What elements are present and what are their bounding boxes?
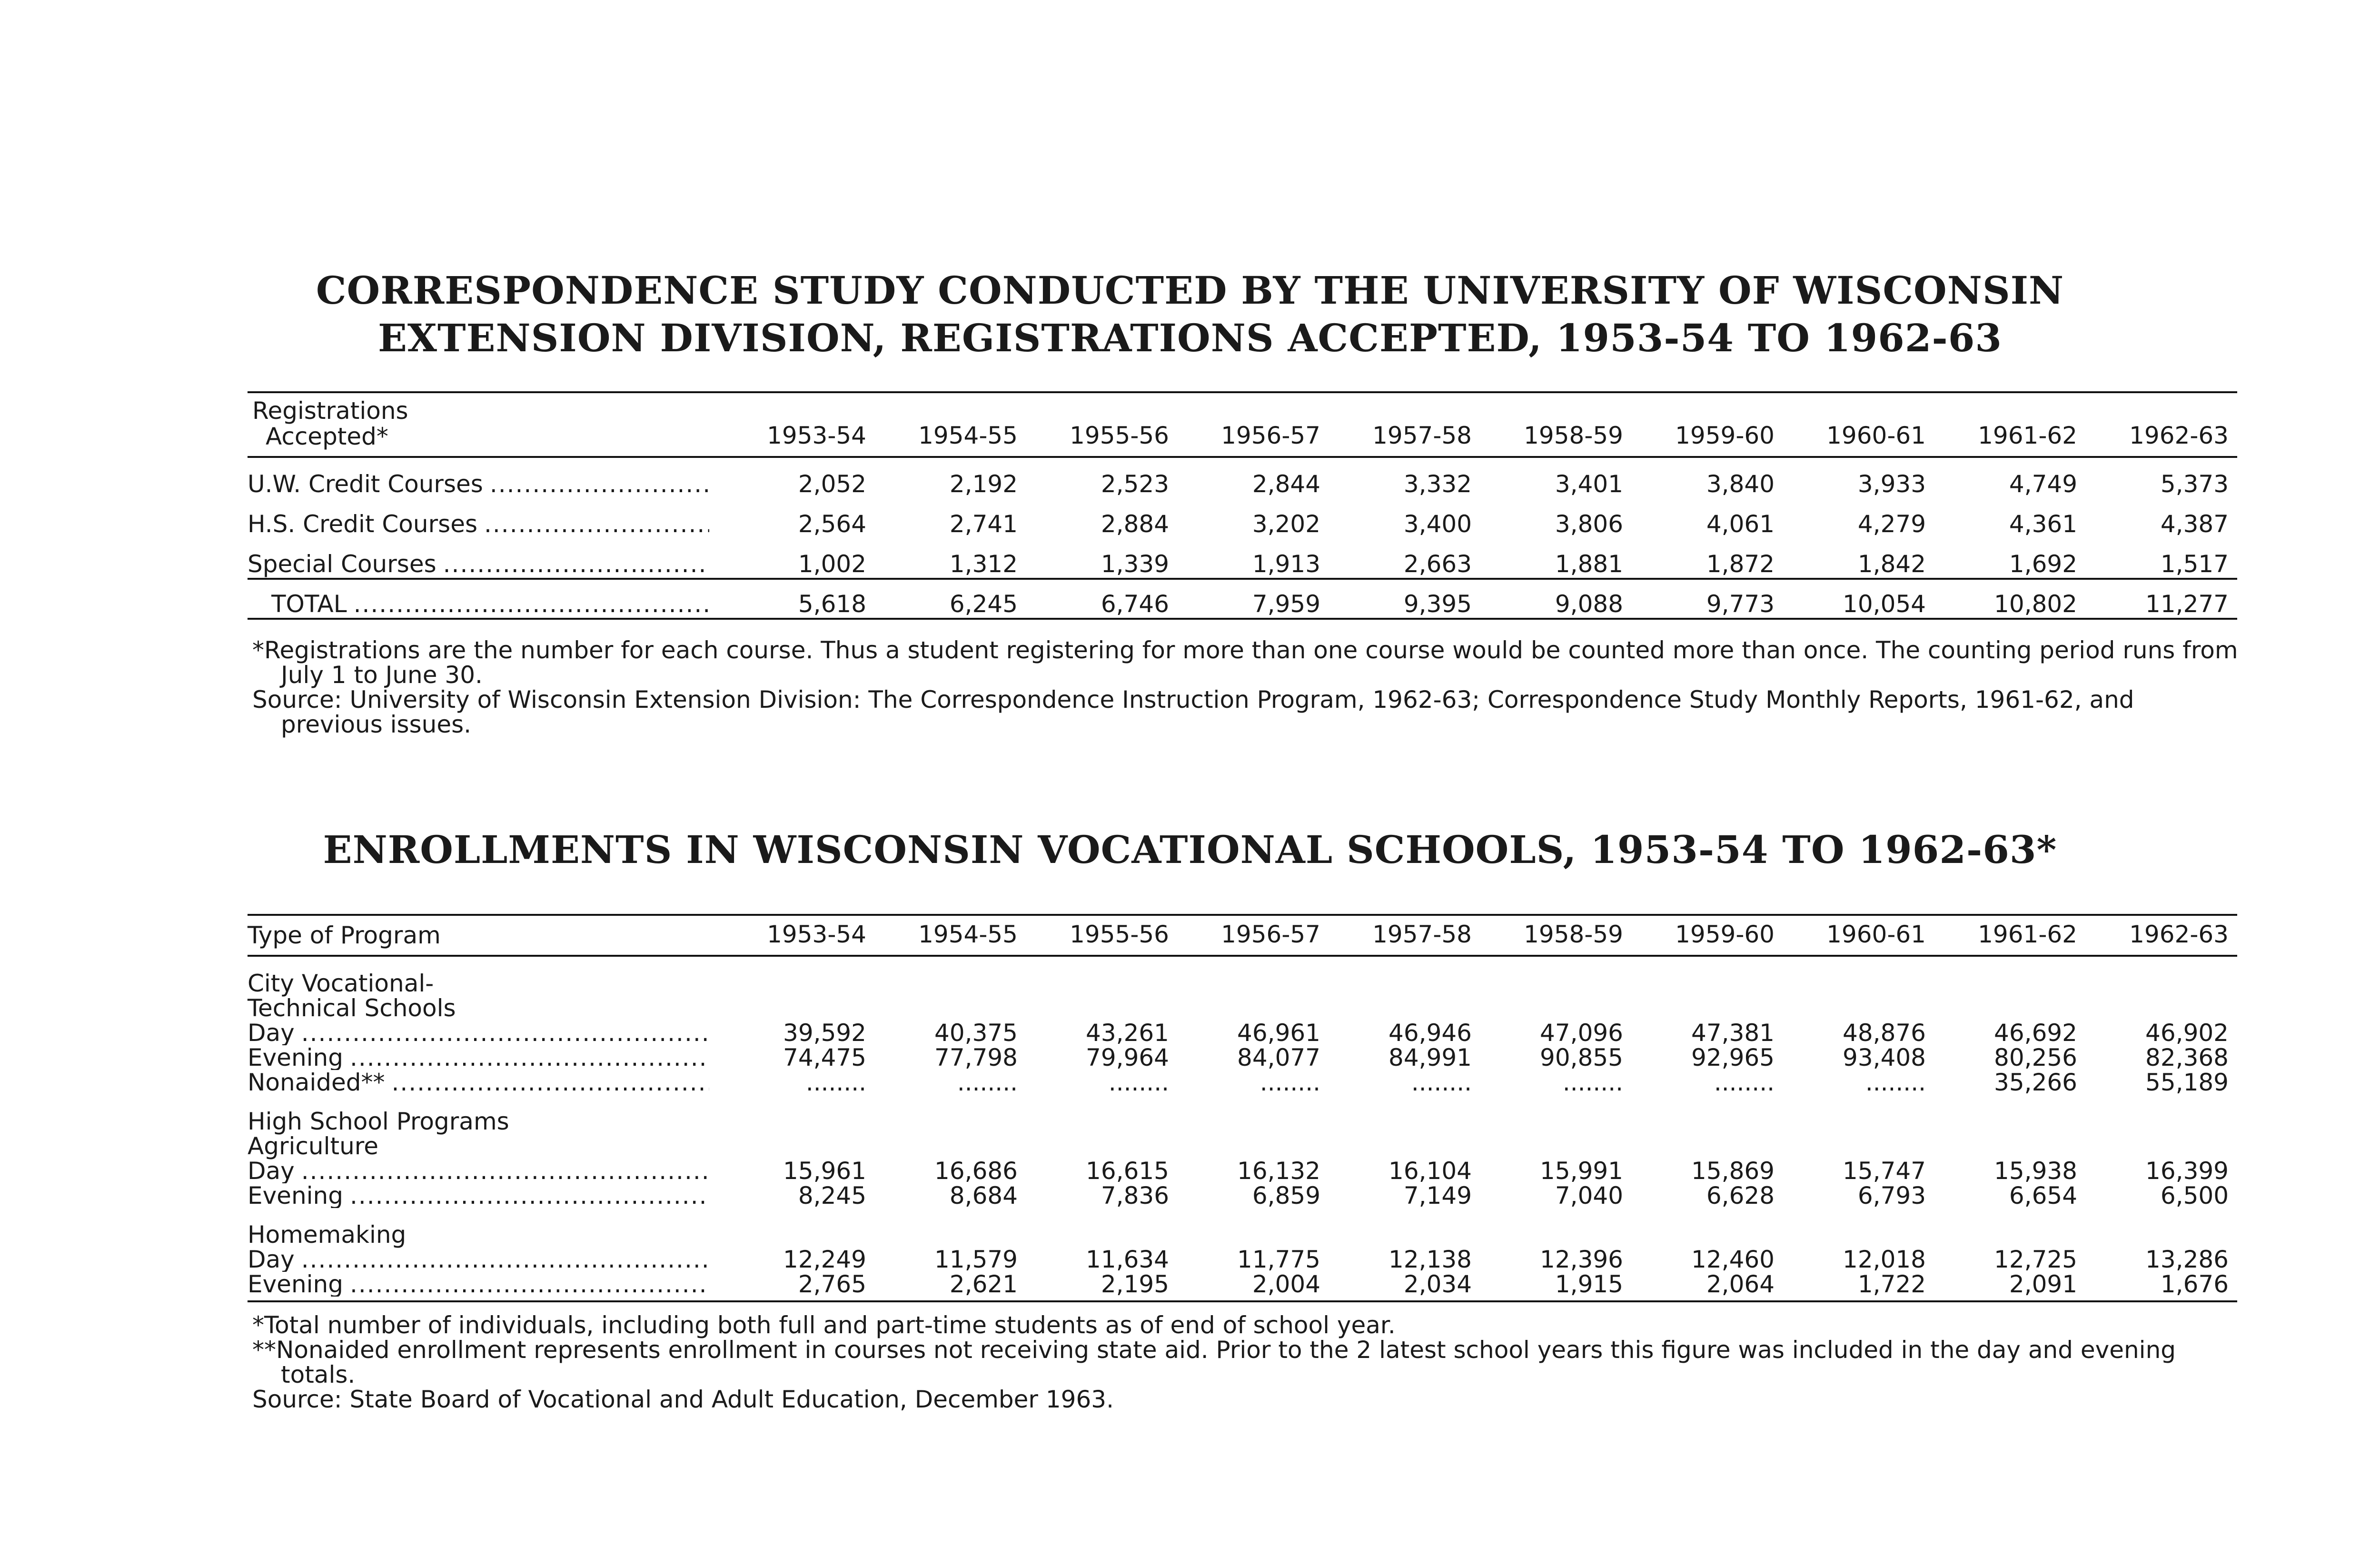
table-row	[248, 1159, 2237, 1183]
table1-title-line2: EXTENSION DIVISION, REGISTRATIONS ACCEPTED, 1953-54 TO 1962-63	[377, 316, 2003, 360]
row-label	[248, 1021, 724, 1045]
row-label-text: Special Courses	[248, 550, 436, 578]
cell-value: 2,621	[875, 1272, 1026, 1301]
cell-value: 6,500	[2160, 1182, 2229, 1209]
cell-value: 2,195	[1026, 1272, 1178, 1301]
cell-value: 2,741	[949, 510, 1018, 538]
row-label	[248, 457, 724, 498]
group-row	[248, 996, 2237, 1021]
cell-value: 5,373	[2160, 470, 2229, 498]
cell-value: 46,961	[1237, 1019, 1320, 1047]
cell-value: 6,628	[1706, 1182, 1775, 1209]
cell-value: 1,676	[2086, 1272, 2237, 1301]
cell-value: 16,104	[1388, 1157, 1472, 1185]
cell-value: 3,840	[1706, 470, 1775, 498]
cell-value: ........	[1562, 1069, 1623, 1096]
cell-value: 8,245	[798, 1182, 866, 1209]
cell-value: 2,192	[949, 470, 1018, 498]
group-label-hs: High School Programs	[248, 1108, 509, 1135]
table2-header-label: Type of Program	[248, 921, 724, 956]
table1-year-header: 1956-57	[1178, 398, 1329, 457]
cell-value: 3,401	[1555, 470, 1623, 498]
cell-value: 4,749	[2009, 470, 2077, 498]
cell-value: 15,869	[1691, 1157, 1775, 1185]
cell-value: 2,765	[724, 1272, 875, 1301]
table-row	[248, 1272, 2237, 1301]
cell-value: 16,615	[1086, 1157, 1169, 1185]
table1-year-header: 1953-54	[724, 398, 875, 457]
total-label	[248, 579, 724, 619]
table1-year-header: 1954-55	[875, 398, 1026, 457]
cell-value: 1,692	[2009, 550, 2077, 578]
table2-top-rule	[248, 914, 2237, 916]
table2-year-header: 1955-56	[1026, 921, 1178, 956]
cell-value: 15,991	[1540, 1157, 1623, 1185]
total-value: 5,618	[724, 579, 875, 619]
cell-value: 1,913	[1252, 550, 1320, 578]
cell-value: 77,798	[934, 1044, 1018, 1071]
row-label-text: Day	[248, 1159, 295, 1183]
group-row	[248, 1222, 2237, 1247]
table1-source: Source: University of Wisconsin Extension Division: The Correspondence Instruction Program, 1962-63; Correspondence Study Monthly Reports, 1961-62, and previous issues.	[252, 686, 2134, 738]
cell-value: 46,692	[1994, 1019, 2077, 1047]
row-label-text: Evening	[248, 1272, 343, 1297]
cell-value: 1,842	[1857, 550, 1926, 578]
cell-value: 2,523	[1101, 470, 1169, 498]
row-label-text: U.W. Credit Courses	[248, 470, 483, 498]
cell-value: 80,256	[1994, 1044, 2077, 1071]
table1-top-rule	[248, 391, 2237, 393]
cell-value: ........	[805, 1069, 866, 1096]
row-label-text: Evening	[248, 1045, 343, 1070]
table2-year-header: 1953-54	[724, 921, 875, 956]
row-label-text: H.S. Credit Courses	[248, 510, 478, 538]
row-label	[248, 1045, 724, 1070]
cell-value: 2,004	[1178, 1272, 1329, 1301]
table2-header-row	[248, 921, 2237, 956]
cell-value: 39,592	[783, 1019, 866, 1047]
cell-value: 16,686	[934, 1157, 1018, 1185]
table2-year-header: 1958-59	[1480, 921, 1632, 956]
subgroup-label-agriculture: Agriculture	[248, 1132, 378, 1160]
table1-notes	[252, 638, 2242, 737]
cell-value: 1,339	[1101, 550, 1169, 578]
cell-value: 55,189	[2145, 1069, 2229, 1096]
cell-value: 2,052	[798, 470, 866, 498]
cell-value: 6,654	[2009, 1182, 2077, 1209]
cell-value: 7,149	[1403, 1182, 1472, 1209]
table2-source: Source: State Board of Vocational and Adult Education, December 1963.	[252, 1386, 1114, 1413]
table1-title	[248, 267, 2132, 362]
table1-header-row	[248, 398, 2237, 457]
cell-value: 2,064	[1632, 1272, 1783, 1301]
row-label	[248, 538, 724, 579]
row-label-text: Evening	[248, 1183, 343, 1208]
cell-value: 12,138	[1388, 1246, 1472, 1273]
cell-value: ........	[1714, 1069, 1775, 1096]
table-row	[248, 1021, 2237, 1045]
cell-value: 15,747	[1843, 1157, 1926, 1185]
cell-value: 46,902	[2145, 1019, 2229, 1047]
cell-value: 15,961	[783, 1157, 866, 1185]
total-value: 9,088	[1480, 579, 1632, 619]
cell-value: 93,408	[1843, 1044, 1926, 1071]
table2-year-header: 1959-60	[1632, 921, 1783, 956]
cell-value: 35,266	[1994, 1069, 2077, 1096]
cell-value: 2,034	[1329, 1272, 1480, 1301]
cell-value: 92,965	[1691, 1044, 1775, 1071]
table1-year-header: 1957-58	[1329, 398, 1480, 457]
table1-footnote: *Registrations are the number for each course. Thus a student registering for more than one course would be counted more than once. The counting period runs from July 1 to June 30.	[252, 636, 2238, 689]
row-label	[248, 498, 724, 538]
group-row	[248, 971, 2237, 996]
table-row	[248, 1045, 2237, 1070]
cell-value: 7,836	[1101, 1182, 1169, 1209]
row-label-text: Day	[248, 1021, 295, 1045]
table1-year-header: 1961-62	[1934, 398, 2086, 457]
row-label	[248, 1247, 724, 1272]
header-label-line2: Accepted*	[266, 423, 388, 450]
cell-value: 12,396	[1540, 1246, 1623, 1273]
cell-value: 3,933	[1857, 470, 1926, 498]
row-label	[248, 1159, 724, 1183]
table2-year-header: 1957-58	[1329, 921, 1480, 956]
total-value: 6,245	[875, 579, 1026, 619]
cell-value: 12,460	[1691, 1246, 1775, 1273]
cell-value: 46,946	[1388, 1019, 1472, 1047]
cell-value: 90,855	[1540, 1044, 1623, 1071]
cell-value: 15,938	[1994, 1157, 2077, 1185]
cell-value: 2,884	[1101, 510, 1169, 538]
cell-value: 3,202	[1252, 510, 1320, 538]
table1-year-header: 1955-56	[1026, 398, 1178, 457]
cell-value: ........	[1259, 1069, 1320, 1096]
group-label-city-2: Technical Schools	[248, 994, 456, 1022]
cell-value: 11,634	[1086, 1246, 1169, 1273]
correspondence-table	[248, 398, 2237, 620]
table2-title: ENROLLMENTS IN WISCONSIN VOCATIONAL SCHOOLS, 1953-54 TO 1962-63*	[323, 827, 2057, 872]
cell-value: 16,132	[1237, 1157, 1320, 1185]
row-label	[248, 1272, 724, 1301]
row-label	[248, 1183, 724, 1208]
group-row	[248, 1134, 2237, 1159]
table2-year-header: 1962-63	[2086, 921, 2237, 956]
total-value: 10,802	[1934, 579, 2086, 619]
table2-notes	[252, 1313, 2242, 1412]
cell-value: 3,332	[1403, 470, 1472, 498]
cell-value: 82,368	[2145, 1044, 2229, 1071]
table-row	[248, 498, 2237, 538]
cell-value: 2,844	[1252, 470, 1320, 498]
row-label	[248, 1070, 724, 1095]
total-value: 6,746	[1026, 579, 1178, 619]
cell-value: 6,793	[1857, 1182, 1926, 1209]
table1-year-header: 1960-61	[1783, 398, 1934, 457]
group-label-city: City Vocational-	[248, 970, 434, 997]
cell-value: 4,361	[2009, 510, 2077, 538]
table-row	[248, 1183, 2237, 1208]
cell-value: 48,876	[1843, 1019, 1926, 1047]
cell-value: 1,915	[1480, 1272, 1632, 1301]
table2-year-header: 1961-62	[1934, 921, 2086, 956]
table-row	[248, 538, 2237, 579]
total-value: 11,277	[2086, 579, 2237, 619]
cell-value: 43,261	[1086, 1019, 1169, 1047]
cell-value: 2,663	[1403, 550, 1472, 578]
group-row	[248, 1109, 2237, 1134]
cell-value: ........	[1108, 1069, 1169, 1096]
row-label-text: Day	[248, 1247, 295, 1272]
table2-year-header: 1960-61	[1783, 921, 1934, 956]
cell-value: ........	[1865, 1069, 1926, 1096]
total-value: 9,773	[1632, 579, 1783, 619]
cell-value: 1,312	[949, 550, 1018, 578]
cell-value: 74,475	[783, 1044, 866, 1071]
cell-value: 79,964	[1086, 1044, 1169, 1071]
cell-value: 12,249	[783, 1246, 866, 1273]
cell-value: 4,061	[1706, 510, 1775, 538]
total-label-text: TOTAL	[271, 590, 347, 618]
cell-value: 1,722	[1783, 1272, 1934, 1301]
cell-value: 11,579	[934, 1246, 1018, 1273]
table2-year-header: 1956-57	[1178, 921, 1329, 956]
total-value: 7,959	[1178, 579, 1329, 619]
table1-year-header: 1962-63	[2086, 398, 2237, 457]
cell-value: ........	[1411, 1069, 1472, 1096]
total-value: 10,054	[1783, 579, 1934, 619]
cell-value: 4,279	[1857, 510, 1926, 538]
subgroup-label-homemaking: Homemaking	[248, 1221, 407, 1249]
cell-value: 11,775	[1237, 1246, 1320, 1273]
cell-value: 40,375	[934, 1019, 1018, 1047]
cell-value: 16,399	[2145, 1157, 2229, 1185]
table1-year-header: 1958-59	[1480, 398, 1632, 457]
table2-footnote2: **Nonaided enrollment represents enrollment in courses not receiving state aid. Prior to the 2 latest school years this figure was included in the day and evening totals.	[252, 1336, 2176, 1388]
total-row	[248, 579, 2237, 619]
cell-value: 2,091	[1934, 1272, 2086, 1301]
cell-value: 84,991	[1388, 1044, 1472, 1071]
table2-footnote1: *Total number of individuals, including both full and part-time students as of end of school year.	[252, 1311, 1396, 1339]
cell-value: 12,018	[1843, 1246, 1926, 1273]
cell-value: 3,400	[1403, 510, 1472, 538]
cell-value: 1,881	[1555, 550, 1623, 578]
header-label-line1: Registrations	[252, 397, 408, 425]
cell-value: 47,096	[1540, 1019, 1623, 1047]
table-row	[248, 1070, 2237, 1095]
table2-year-header: 1954-55	[875, 921, 1026, 956]
row-label-text: Nonaided**	[248, 1070, 385, 1095]
cell-value: ........	[957, 1069, 1018, 1096]
table1-year-header: 1959-60	[1632, 398, 1783, 457]
cell-value: 4,387	[2160, 510, 2229, 538]
cell-value: 8,684	[949, 1182, 1018, 1209]
cell-value: 1,517	[2160, 550, 2229, 578]
cell-value: 47,381	[1691, 1019, 1775, 1047]
cell-value: 84,077	[1237, 1044, 1320, 1071]
cell-value: 6,859	[1252, 1182, 1320, 1209]
cell-value: 1,002	[798, 550, 866, 578]
table-row	[248, 457, 2237, 498]
cell-value: 1,872	[1706, 550, 1775, 578]
cell-value: 12,725	[1994, 1246, 2077, 1273]
cell-value: 7,040	[1555, 1182, 1623, 1209]
cell-value: 2,564	[798, 510, 866, 538]
table1-title-line1: CORRESPONDENCE STUDY CONDUCTED BY THE UNIVERSITY OF WISCONSIN	[316, 268, 2064, 313]
cell-value: 3,806	[1555, 510, 1623, 538]
vocational-enrollment-table	[248, 921, 2237, 1302]
table-row	[248, 1247, 2237, 1272]
table1-header-label	[248, 398, 724, 457]
cell-value: 13,286	[2145, 1246, 2229, 1273]
total-value: 9,395	[1329, 579, 1480, 619]
